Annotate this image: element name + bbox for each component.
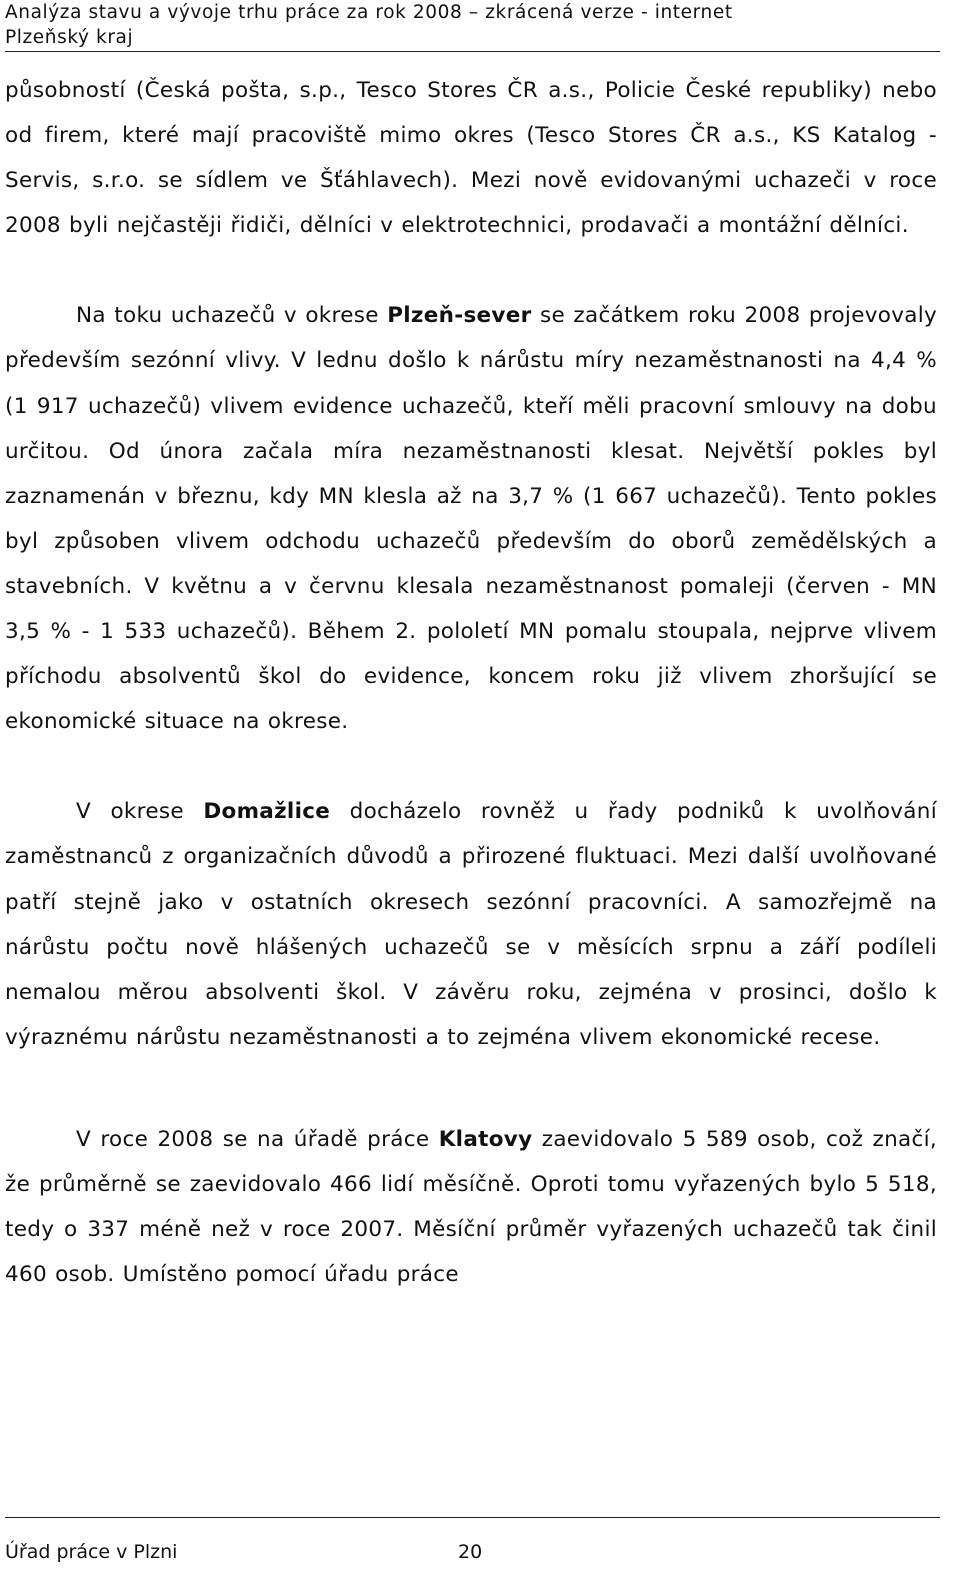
header-divider	[5, 51, 940, 52]
district-domazlice: Domažlice	[203, 799, 331, 825]
page-number: 20	[458, 1541, 483, 1563]
footer-divider	[5, 1517, 940, 1518]
paragraph-4-body: zaevidovalo 5 589 osob, což značí, že průměrně se zaevidovalo 466 lidí měsíčně. Oproti tomu vyřazených bylo 5 518, tedy o 337 méně než v roce 2007. Měsíční průměr vyřazených uchazečů tak činil 460 osob. Umístěno pomocí úřadu práce	[5, 1126, 937, 1288]
header-region: Plzeňský kraj	[5, 27, 134, 48]
paragraph-1: působností (Česká pošta, s.p., Tesco Stores ČR a.s., Policie České republiky) nebo od firem, které mají pracoviště mimo okres (Tesco Stores ČR a.s., KS Katalog - Servis, s.r.o. se sídlem ve Šťáhlavech). Mezi nově evidovanými uchazeči v roce 2008 byli nejčastěji řidiči, dělníci v elektrotechnici, prodavači a montážní dělníci.	[5, 78, 937, 239]
paragraph-3-body: docházelo rovněž u řady podniků k uvolňování zaměstnanců z organizačních důvodů a přirozené fluktuaci. Mezi další uvolňované patří stejně jako v ostatních okresech sezónní pracovníci. A samozřejmě na nárůstu počtu nově hlášených uchazečů se v měsících srpnu a září podíleli nemalou měrou absolventi škol. V závěru roku, zejména v prosinci, došlo k výraznému nárůstu nezaměstnanosti a to zejména vlivem ekonomické recese.	[5, 799, 937, 1050]
paragraph-domazlice	[5, 789, 937, 1060]
paragraph-klatovy	[5, 1117, 937, 1297]
footer-office: Úřad práce v Plzni	[5, 1541, 178, 1563]
paragraph-2-lead: Na toku uchazečů v okrese	[76, 303, 388, 329]
paragraph-2-body: se začátkem roku 2008 projevovaly především sezónní vlivy. V lednu došlo k nárůstu míry nezaměstnanosti na 4,4 % (1 917 uchazečů) vlivem evidence uchazečů, kteří měli pracovní smlouvy na dobu určitou. Od února začala míra nezaměstnanosti klesat. Největší pokles byl zaznamenán v březnu, kdy MN klesla až na 3,7 % (1 667 uchazečů). Tento pokles byl způsoben vlivem odchodu uchazečů především do oborů zemědělských a stavebních. V květnu a v červnu klesala nezaměstnanost pomaleji (červen - MN 3,5 % - 1 533 uchazečů). Během 2. pololetí MN pomalu stoupala, nejprve vlivem příchodu absolventů škol do evidence, koncem roku již vlivem zhoršující se ekonomické situace na okrese.	[5, 303, 937, 735]
header-title: Analýza stavu a vývoje trhu práce za rok 2008 – zkrácená verze - internet	[5, 2, 733, 23]
paragraph-plzen-sever	[5, 293, 937, 744]
paragraph-3-lead: V okrese	[76, 799, 204, 825]
district-klatovy: Klatovy	[438, 1126, 533, 1152]
district-plzen-sever: Plzeň-sever	[387, 303, 532, 329]
document-body	[5, 68, 937, 1297]
paragraph-4-lead: V roce 2008 se na úřadě práce	[76, 1126, 439, 1152]
page-header	[5, 0, 940, 50]
